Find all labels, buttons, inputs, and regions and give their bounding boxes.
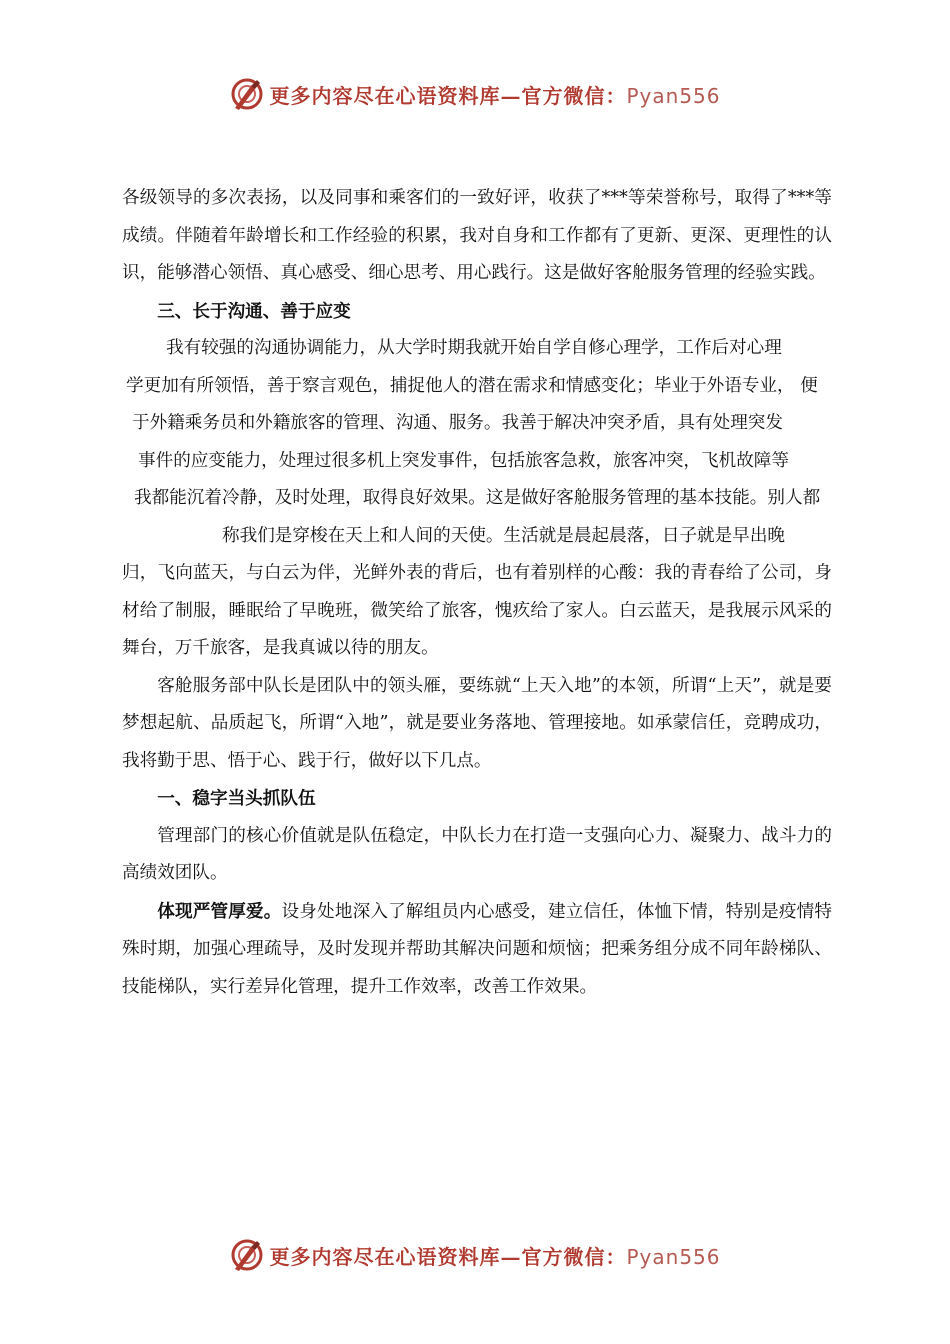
paragraph-2 (122, 330, 832, 555)
p2-line-5: 我都能沉着冷静，及时处理，取得良好效果。这是做好客舱服务管理的基本技能。别人都 (134, 488, 821, 508)
p6-text: 设身处地深入了解组员内心感受，建立信任，体恤下情，特别是疫情特殊时期，加强心理疏导，及时发现并帮助其解决问题和烦恼；把乘务组分成不同年龄梯队、技能梯队，实行差异化管理，提升工作效率，改善工作效果。 (122, 901, 832, 997)
paragraph-3: 归，飞向蓝天，与白云为伴，光鲜外表的背后，也有着别样的心酸：我的青春给了公司，身材给了制服，睡眠给了早晚班，微笑给了旅客，愧疚给了家人。白云蓝天，是我展示风采的舞台，万千旅客，是我真诚以待的朋友。 (122, 563, 832, 658)
header-banner (0, 74, 950, 114)
pen-logo-icon (229, 76, 265, 112)
heading-1: 一、稳字当头抓队伍 (157, 788, 316, 809)
wechat-id: Pyan556 (626, 83, 721, 108)
document-body (122, 180, 832, 1006)
banner-label: 更多内容尽在心语资料库—官方微信： (269, 83, 627, 108)
wechat-id: Pyan556 (626, 1244, 721, 1269)
p2-line-3: 于外籍乘务员和外籍旅客的管理、沟通、服务。我善于解决冲突矛盾，具有处理突发 (132, 413, 783, 433)
p6-bold-lead: 体现严管厚爱。 (157, 900, 282, 922)
banner-text (269, 80, 720, 109)
pen-logo-icon (229, 1237, 265, 1273)
banner-label: 更多内容尽在心语资料库—官方微信： (269, 1244, 627, 1269)
banner-text (269, 1241, 720, 1270)
paragraph-6 (122, 893, 832, 1007)
p2-line-1: 我有较强的沟通协调能力，从大学时期我就开始自学自修心理学，工作后对心理 (166, 338, 782, 358)
paragraph-4: 客舱服务部中队长是团队中的领头雁，要练就“上天入地”的本领，所谓“上天”，就是要梦想起航、品质起飞，所谓“入地”，就是要业务落地、管理接地。如承蒙信任，竞聘成功，我将勤于思、悟于心、践于行，做好以下几点。 (122, 675, 832, 771)
p2-line-4: 事件的应变能力，处理过很多机上突发事件，包括旅客急救，旅客冲突，飞机故障等 (138, 450, 789, 471)
paragraph-5: 管理部门的核心价值就是队伍稳定，中队长力在打造一支强向心力、凝聚力、战斗力的高绩效团队。 (122, 825, 832, 883)
p2-line-2: 学更加有所领悟，善于察言观色，捕捉他人的潜在需求和情感变化；毕业于外语专业， 便 (126, 375, 818, 396)
paragraph-1: 各级领导的多次表扬，以及同事和乘客们的一致好评，收获了***等荣誉称号，取得了***等成绩。伴随着年龄增长和工作经验的积累，我对自身和工作都有了更新、更深、更理性的认识，能够潜心领悟、真心感受、细心思考、用心践行。这是做好客舱服务管理的经验实践。 (122, 188, 832, 283)
footer-banner (0, 1235, 950, 1275)
heading-3: 三、长于沟通、善于应变 (157, 300, 351, 322)
p3-line-1: 称我们是穿梭在天上和人间的天使。生活就是晨起晨落，日子就是早出晚 (222, 525, 786, 546)
